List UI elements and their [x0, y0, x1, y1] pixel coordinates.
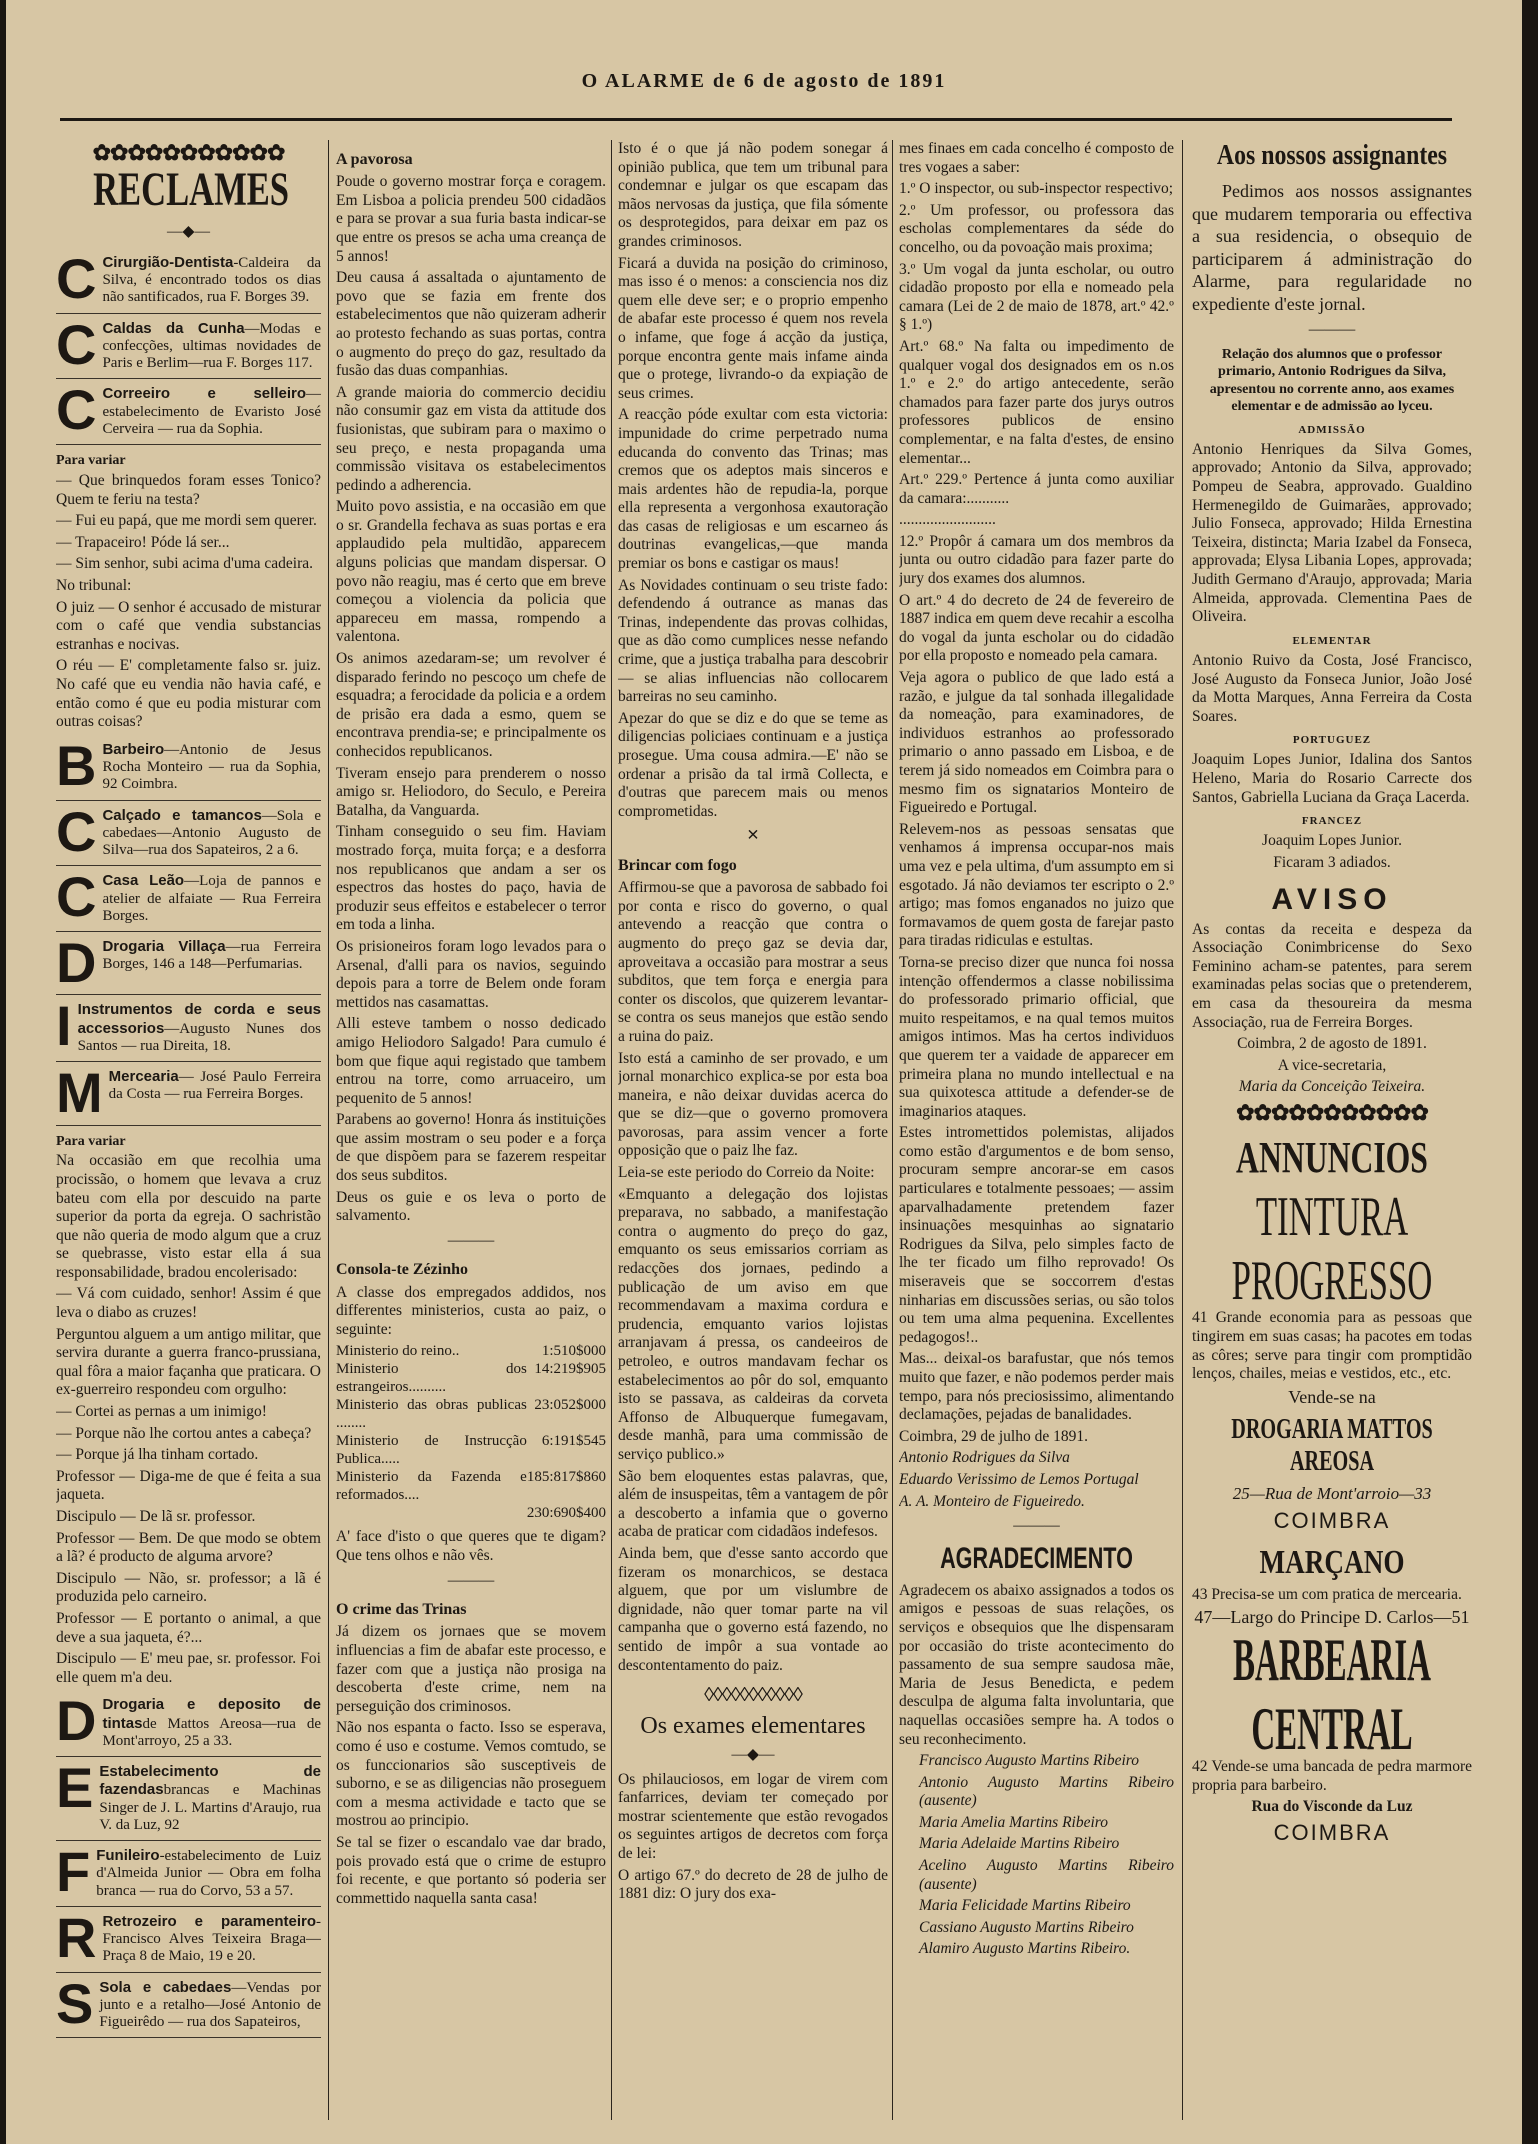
section-heading: Para variar [56, 1133, 126, 1149]
article-paragraph: ......................... [899, 511, 996, 529]
ad-title: BARBEARIA CENTRAL [1232, 1626, 1432, 1762]
article-paragraph: Poude o governo mostrar força e coragem. Em Lisboa a policia prendeu 500 cidadãos e para se provar a sua furia basta indicar-se que entre os presos se acha uma creança de 5 annos! [336, 173, 606, 265]
expense-table [336, 1342, 606, 1522]
ad-item [56, 1690, 321, 1757]
ad-address: 47—Largo do Principe D. Carlos—51 [1194, 1607, 1470, 1628]
ad-name: Caldas da Cunha [102, 319, 245, 337]
exam-category: FRANCEZ [1301, 815, 1363, 828]
divider: —◆— [731, 1746, 775, 1764]
column-divider [328, 140, 329, 2120]
article-heading: Consola-te Zézinho [336, 1261, 468, 1279]
article-paragraph: — Sim senhor, subi acima d'uma cadeira. [56, 555, 313, 573]
agradecimento-title: AGRADECIMENTO [940, 1541, 1133, 1575]
table-value: 230:690$400 [526, 1505, 606, 1522]
article-paragraph: Art.º 68.º Na falta ou impedimento de qualquer vogal dos designados em os n.os 1.º e 2.º do artigo antecedente, serão chamados para fazer parte dos jurys outros professores publicos de ensino complementar, e na falta d'estes, de ensino elementar... [899, 337, 1174, 467]
ad-text: —Augusto Nunes dos Santos — rua Direita, 18. [77, 1020, 321, 1054]
article-paragraph: Os prisioneiros foram logo levados para o Arsenal, d'alli para os navios, seguindo depois para a torre de Belem onde foram mettidos nas casamattas. [336, 937, 606, 1011]
divider: ✕ [746, 827, 760, 845]
ad-body [102, 385, 321, 438]
article-paragraph: Relevem-nos as pessoas sensatas que venhamos á imprensa occupar-nos mais uma vez e pela ultima, d'um assumpto em si esgotado. Já não deviamos ter escripto o 2.º artigo; mas fomos enganados no juizo que formavamos de quem gosta de farejar pasto para tiradas ridiculas e estultas. [899, 820, 1174, 950]
ad-item [56, 1757, 321, 1841]
table-value: 14:219$905 [534, 1361, 606, 1378]
article-paragraph: mes finaes em cada concelho é composto de tres vogaes a saber: [899, 140, 1174, 176]
article-paragraph: — Porque já lha tinham cortado. [56, 1446, 259, 1464]
article-paragraph: Maria Amelia Martins Ribeiro [919, 1813, 1109, 1831]
article-paragraph: São bem eloquentes estas palavras, que, além de insuspeitas, têm a vantagem de pôr a descoberto a infamia que o governo acaba de praticar com cidadãos indefesos. [618, 1467, 888, 1541]
ad-text: Grande economia para as pessoas que tingirem em suas casas; ha pacotes em todas as côres; serve para tingir com promptidão lenços, chailes, meias e vestidos, etc., etc. [1192, 1309, 1472, 1383]
column-4 [899, 140, 1174, 2130]
ad-name: Drogaria Villaça [102, 938, 226, 955]
article-heading: Brincar com fogo [618, 856, 737, 874]
exam-list: Antonio Ruivo da Costa, José Francisco, José Augusto da Fonseca Junior, João José da Motta Marques, Anna Ferreira da Costa Soares. [1192, 651, 1472, 725]
ad-address: 25—Rua de Mont'arroio—33 [1232, 1484, 1432, 1504]
article-paragraph: Discipulo — Não, sr. professor; a lã é produzida pelo carneiro. [56, 1569, 321, 1606]
article-paragraph: Não nos espanta o facto. Isso se esperava, como é uso e costume. Vemos comtudo, se os funccionarios são susceptiveis de suborno, e se as diligencias não proseguem com a mesma actividade e tacto que se mostrou ao principio. [336, 1719, 606, 1830]
jokes-list [56, 472, 321, 732]
ad-text: Vende-se uma bancada de pedra marmore propria para barbeiro. [1192, 1757, 1472, 1794]
article-paragraph: Art.º 229.º Pertence á junta como auxiliar da camara:........... [899, 471, 1174, 507]
ad-text: de Mattos Areosa—rua de Mont'arroyo, 25 a 33. [102, 1715, 321, 1749]
ad-name: Estabelecimento de fazendas [99, 1763, 321, 1799]
ad-text: -estabelecimento de Luiz d'Almeida Junior — Obra em folha branca — rua do Corvo, 53 a 57. [96, 1848, 321, 1899]
article-body [618, 140, 888, 821]
article-paragraph: No tribunal: [56, 577, 132, 594]
article-paragraph: 3.º Um vogal da junta escholar, ou outro cidadão proposto por ella e nomeado pela camara (Lei de 2 de maio de 1878, art.º 42.º § 1.º) [899, 260, 1174, 334]
notice-text: Pedimos aos nossos assignantes que mudarem temporaria ou effectiva a sua residencia, o obsequio de participarem á administração do Alarme, para regularidade no expediente d'este jornal. [1192, 181, 1472, 314]
ad-text: -Caldeira da Silva, é encontrado todos os dias não santificados, rua F. Borges 39. [102, 254, 321, 306]
exam-category: PORTUGUEZ [1292, 734, 1372, 747]
ad-body [102, 1696, 321, 1750]
ad-number: 41 [1192, 1309, 1208, 1327]
article-paragraph: Maria Adelaide Martins Ribeiro [919, 1835, 1120, 1853]
ad-item [56, 866, 321, 932]
column-reclames [56, 140, 321, 2130]
aviso-text: As contas da receita e despeza da Associação Conimbricense do Sexo Feminino acham-se patentes, para serem examinadas pelas socias que o pretenderem, em casa da thesoureira da mesma Associação, rua de Ferreira Borges. [1192, 920, 1472, 1031]
ad-text: Vende-se na [1288, 1386, 1376, 1407]
article-paragraph: Ficará a duvida na posição do criminoso, mas isso é o menos: a consciencia nos diz quem elle deve ser; e o proprio empenho de abafar este processo é quem nos revela o infame, que foge á acção da justiça, porque encontra gente mais infame ainda que o protege, livrando-o da expiação de seus crimes. [618, 254, 888, 402]
ad-body [78, 1001, 321, 1055]
table-label: Ministerio de Instrucção Publica..... [336, 1433, 527, 1468]
ornament-border: ✿✿✿✿✿✿✿✿✿✿✿ [92, 140, 285, 165]
ad-list [56, 248, 321, 445]
column-divider [611, 140, 612, 2120]
article-paragraph: O artigo 67.º do decreto de 28 de julho de 1881 diz: O jury dos exa- [618, 1866, 888, 1903]
ad-name: Calçado e tamancos [102, 806, 262, 824]
ad-text: -Francisco Alves Teixeira Braga—Praça 8 de Maio, 19 e 20. [102, 1913, 321, 1965]
article-body [336, 1623, 606, 1908]
ad-name: Casa Leão [102, 872, 185, 890]
ad-city: COIMBRA [1273, 1819, 1391, 1845]
article-paragraph: Os philauciosos, em logar de virem com fanfarrices, deviam ter começado por mostrar scientemente que estão revogados os seguintes artigos de decretos com força de lei: [618, 1770, 888, 1863]
article-paragraph: Perguntou alguem a um antigo militar, que servira durante a guerra franco-prussiana, qual fôra a maior façanha que praticara. O ex-guerreiro respondeu com orgulho: [56, 1325, 321, 1399]
ad-title: DROGARIA MATTOS AREOSA [1231, 1414, 1433, 1478]
article-paragraph: — Trapaceiro! Póde lá ser... [56, 533, 230, 551]
ad-name: Funileiro [96, 1847, 160, 1865]
column-5 [1192, 140, 1472, 2130]
ad-name: Barbeiro [102, 740, 165, 758]
ad-body [102, 741, 321, 794]
article-paragraph: Se tal se fizer o escandalo vae dar brado, pois provado está que o crime de estupro foi recente, e que portanto só poderia ser commettido naquella santa casa! [336, 1833, 606, 1907]
article-paragraph: Antonio Rodrigues da Silva [899, 1449, 1070, 1467]
article-paragraph: O réu — E' completamente falso sr. juiz. No café que eu vendia não havia café, e então como é que eu podia misturar com outras coisas? [56, 657, 321, 731]
article-paragraph: Acelino Augusto Martins Ribeiro (ausente) [919, 1857, 1174, 1893]
ad-initial: C [56, 799, 97, 863]
article-paragraph: A' face d'isto o que queres que te digam? Que tens olhos e não vês. [336, 1528, 606, 1564]
ad-text: —rua Ferreira Borges, 146 a 148—Perfumarias. [102, 939, 321, 973]
article-paragraph: Na occasião em que recolhia uma procissão, o homem que levava a cruz bateu com ella por descuido na parte superior da porta da egreja. O sachristão que não queria de modo algum que a cruz se quebrasse, visto estar ella á sua responsabilidade, bradou encolerisado: [56, 1152, 321, 1281]
ad-initial: F [56, 1840, 91, 1904]
ad-list [56, 1690, 321, 2038]
ad-name: Correeiro e selleiro [102, 385, 306, 403]
ad-name: Retrozeiro e paramenteiro [102, 1912, 316, 1930]
article-paragraph: 12.º Propôr á camara um dos membros da junta ou outro cidadão para fazer parte do jury dos exames dos alumnos. [899, 532, 1174, 588]
article-paragraph: — Que brinquedos foram esses Tonico? Quem te feriu na testa? [56, 472, 321, 508]
article-paragraph: — Cortei as pernas a um inimigo! [56, 1403, 267, 1421]
annuncios-title: ANNUNCIOS [1236, 1133, 1428, 1183]
ad-text: Precisa-se um com pratica de mercearia. [1211, 1585, 1462, 1603]
article-paragraph: Parabens ao governo! Honra ás instituições que assim mostram o seu poder e a força de que dispõem para se fazerem respeitar dos seus subditos. [336, 1111, 606, 1185]
divider: ——— [447, 1231, 495, 1249]
ad-text: —Antonio de Jesus Rocha Monteiro — rua da Sophia, 92 Coimbra. [102, 741, 321, 793]
aviso-date: Coimbra, 2 de agosto de 1891. [1237, 1035, 1427, 1053]
article-paragraph: Leia-se este periodo do Correio da Noite: [618, 1164, 875, 1182]
ad-text: — estabelecimento de Evaristo José Cerveira — rua da Sophia. [102, 386, 321, 437]
article-body [899, 140, 1174, 1446]
ad-text: —Modas e confecções, ultimas novidades de Paris e Berlim—rua F. Borges 117. [102, 320, 321, 372]
notice-title: Aos nossos assignantes [1216, 140, 1448, 171]
article-paragraph: Deu causa á assaltada o ajuntamento de povo que se fazia em frente dos estabelecimentos que não quizeram adherir ao protesto fechando as suas portas, contra o augmento do preço do gaz, resultado da fusão das duas companhias. [336, 269, 606, 380]
ad-initial: E [56, 1756, 94, 1820]
ad-title: MARÇANO [1259, 1543, 1405, 1581]
article-paragraph: Professor — Diga-me de que é feita a sua jaqueta. [56, 1467, 321, 1504]
article-heading: A pavorosa [336, 151, 413, 168]
article-paragraph: Veja agora o publico de que lado está a razão, e julgue da tal sonhada illegalidade da nomeação, para examinadores, de individuos estranhos ao professorado primario o anno passado em Lisboa, e de terem já sido nomeados em Coimbra para o mesmo fim os signatarios Monteiro de Figueiredo e Portugal. [899, 669, 1174, 817]
ad-initial: D [56, 931, 97, 994]
article-body [336, 173, 606, 1226]
article-paragraph: Alamiro Augusto Martins Ribeiro. [919, 1940, 1131, 1958]
article-paragraph: Eduardo Verissimo de Lemos Portugal [899, 1470, 1139, 1488]
newspaper-page [6, 0, 1522, 2144]
divider: —◆— [167, 223, 210, 241]
ad-item [56, 995, 321, 1062]
ad-body [102, 807, 321, 860]
ad-body [102, 1913, 321, 1966]
table-value: 1:510$000 [541, 1343, 606, 1360]
article-paragraph: Já dizem os jornaes que se movem influencias a fim de abafar este processo, e fazer com que a justiça não prosiga na descoberta d'este crime, nem na perseguição dos criminosos. [336, 1623, 606, 1715]
ad-city: COIMBRA [1273, 1507, 1391, 1533]
table-label: Ministerio da Fazenda e reformados.... [336, 1469, 527, 1504]
article-paragraph: Tinham conseguido o seu fim. Haviam mostrado força, muita força; e a desforra nos republicanos que andam a ser os espectros das hostes do paço, havia de produzir seus effeitos e estabelecer o terror em toda a linha. [336, 823, 606, 934]
article-paragraph: — Fui eu papá, que me mordi sem querer. [56, 512, 317, 530]
article-paragraph: Coimbra, 29 de julho de 1891. [899, 1427, 1088, 1445]
article-paragraph: — Porque não lhe cortou antes a cabeça? [56, 1424, 312, 1442]
ad-address: Rua do Visconde da Luz [1251, 1798, 1413, 1816]
ad-item [56, 1841, 321, 1907]
ad-list [56, 735, 321, 1126]
exam-list-title: Relação dos alumnos que o professor primario, Antonio Rodrigues da Silva, apresentou no corrente anno, aos exames elementar e de admissão ao lyceu. [1209, 346, 1455, 415]
ad-initial: D [56, 1689, 97, 1753]
ad-body [99, 1763, 321, 1834]
ad-body [109, 1068, 321, 1104]
article-paragraph: A grande maioria do commercio decidiu não consumir gaz em vista da attitude dos fusionistas, que subiram para o maximo o seu preço, e nesta propaganda uma commissão visitava os estabelecimentos pedindo a adherencia. [336, 383, 606, 494]
ad-item [56, 1973, 321, 2039]
column-divider [1182, 140, 1183, 2120]
ad-text: — José Paulo Ferreira da Costa — rua Ferreira Borges. [108, 1069, 321, 1103]
aviso-title: AVISO [1271, 882, 1393, 916]
ad-item [56, 1907, 321, 1973]
ad-initial: M [56, 1061, 103, 1125]
ad-name: Drogaria e deposito de tintas [102, 1696, 321, 1732]
aviso-signature: A vice-secretaria, [1277, 1056, 1387, 1074]
ad-item [56, 1062, 321, 1125]
ad-number: 43 [1192, 1585, 1208, 1603]
ad-initial: R [56, 1905, 97, 1969]
exam-category: ADMISSÃO [1298, 423, 1366, 436]
article-paragraph: Professor — Bem. De que modo se obtem a lã? é producto de alguma arvore? [56, 1529, 321, 1566]
article-paragraph: Agradecem os abaixo assignados a todos os amigos e pessoas de suas relações, os serviços e obsequios que lhe dispensaram por occasião do triste acontecimento do passamento de sua sempre saudosa mãe, Maria de Jesus Benedicta, e pedem desculpa de alguma falta involuntaria, que naquellas occasiões sempre ha. A todos o seu reconhecimento. [899, 1581, 1174, 1748]
article-paragraph: Isto é o que já não podem sonegar á opinião publica, que tem um tribunal para condemnar e julgar os que escapam das mãos nervosas da justiça, que fila sómente os desprotegidos, para deixar em paz os grandes criminosos. [618, 140, 888, 250]
exam-list: Antonio Henriques da Silva Gomes, approvado; Antonio da Silva, approvado; Pompeu de Seabra, approvado. Gualdino Hermenegildo de Guimarães, approvado; Julio Fonseca, approvado; Hilda Ernestina Teixeira, distincta; Maria Izabel da Fonseca, approvada; Elysa Libania Lopes, approvada; Judith Germano d'Araujo, approvada; Maria Almeida, approvada. Clementina Paes de Oliveira. [1192, 440, 1472, 626]
ad-initial: B [56, 733, 97, 797]
jokes-list [56, 1152, 321, 1687]
article-paragraph: Isto está a caminho de ser provado, e um jornal monarchico explica-se por esta boa maneira, e não deixar duvidas acerca do que se diz—que o governo promovera pavorosas, para assim vencer a forte opposição que o paiz lhe faz. [618, 1049, 888, 1160]
ad-initial: I [56, 994, 72, 1058]
article-paragraph: Discipulo — De lã sr. professor. [56, 1508, 256, 1526]
ad-text: —Sola e cabedaes—Antonio Augusto de Silva—rua dos Sapateiros, 2 a 6. [102, 807, 321, 858]
table-value: 185:817$860 [526, 1469, 606, 1486]
tintura-title: TINTURA PROGRESSO [1231, 1186, 1433, 1313]
article-paragraph: Maria Felicidade Martins Ribeiro [919, 1897, 1131, 1915]
divider: ——— [1013, 1517, 1060, 1535]
article-paragraph: Os animos azedaram-se; um revolver é disparado ferindo no pescoço um chefe de esquadra; a ferocidade da policia e a ordem de prisão era dada a esmo, quem se encontrava prendia-se; e principalmente os conhecidos republicanos. [336, 650, 606, 760]
ad-text: brancas e Machinas Singer de J. L. Martins d'Araujo, rua V. da Luz, 92 [99, 1782, 321, 1833]
ad-name: Sola e cabedaes [99, 1978, 232, 1996]
article-paragraph: A reacção póde exultar com esta victoria: impunidade do crime perpetrado numa educanda do convento das Trinas; mas cremos que os adeptos mais sinceros e mais ardentes hão de repudia-la, porque ella representa a vergonhosa exautoração das casas de religiosas e um escarneo ás doutrinas evangelicas,—que manda premiar os bons e castigar os maus! [618, 406, 888, 573]
article-paragraph: Affirmou-se que a pavorosa de sabbado foi por conta e risco do governo, o qual antevendo a reacção que contra o augmento do preço gaz se devia dar, aproveitava a occasião para mostrar a seus subditos, que tem força e energia para conter os discolos, que quizerem levantar-se contra os seus manejos que estão sendo a ruina do paiz. [618, 879, 888, 1045]
article-paragraph: O juiz — O senhor é accusado de misturar com o café que vendia substancias estranhas e nocivas. [56, 598, 321, 653]
article-paragraph: — Vá com cuidado, senhor! Assim é que leva o diabo as cruzes! [56, 1285, 321, 1322]
ad-item [56, 248, 321, 314]
article-paragraph: «Emquanto a delegação dos lojistas preparava, no sabbado, a manifestação contra o augmento do preço do gaz, emquanto os seus emissarios corriam as redacções dos jornaes, pedindo a publicação de um aviso em que recommendavam a maxima cordura e prudencia, emquanto varios lojistas arranjavam á pressa, os candeeiros de petroleo, e outros mandavam fechar os estabelecimentos ao pôr do sol, emquanto isto se passava, as caldeiras da corveta Affonso de Albuquerque fumegavam, desde manhã, para uma commissão de serviço publico.» [618, 1185, 888, 1463]
exam-list: Joaquim Lopes Junior. [1262, 832, 1402, 850]
ornament-border: ✿✿✿✿✿✿✿✿✿✿✿ [1236, 1099, 1428, 1125]
article-paragraph: Ainda bem, que d'esse santo accordo que fizeram os monarchicos, se destaca alguem, que por um vislumbre de dignidade, não quer tomar parte na vil campanha que o governo está fazendo, no sentido de impôr a sua vontade ao descontentamento do paiz. [618, 1544, 888, 1674]
article-paragraph: O art.º 4 do decreto de 24 de fevereiro de 1887 indica em quem deve recahir a escolha do vogal da junta escholar ou do cidadão por ella proposto e nomeado pela camara. [899, 591, 1174, 665]
ad-initial: C [56, 865, 97, 929]
article-paragraph: Tiveram ensejo para prenderem o nosso amigo sr. Heliodoro, do Seculo, e Pereira Batalha, da Vanguarda. [336, 764, 606, 819]
ad-body [99, 1979, 321, 2032]
article-paragraph: Alli esteve tambem o nosso dedicado amigo Heliodoro Salgado! Para cumulo é bom que fique aqui registado que tambem entrou na torre, como arruaceiro, um pequenito de 5 annos! [336, 1015, 606, 1107]
reclames-title: RECLAMES [93, 163, 289, 217]
article-heading: O crime das Trinas [336, 1601, 467, 1619]
article-body [618, 879, 888, 1675]
article-paragraph: Cassiano Augusto Martins Ribeiro [919, 1918, 1134, 1936]
article-heading: Os exames elementares [640, 1713, 866, 1740]
ad-initial: S [56, 1971, 94, 2035]
ad-name: Mercearia [108, 1068, 179, 1086]
article-paragraph: Mas... deixal-os barafustar, que nós temos muito que fazer, e não podemos perder mais tempo, para nós preciosissimo, alimentando declamações, pejadas de banalidades. [899, 1350, 1174, 1424]
ad-body [102, 254, 321, 307]
signatures [899, 1752, 1174, 1959]
column-divider [892, 140, 893, 2120]
ad-item [56, 314, 321, 380]
ad-initial: C [56, 378, 97, 442]
ad-text: —Vendas por junto e a retalho—José Antonio de Figueirêdo — rua dos Sapateiros, [99, 1979, 321, 2031]
exam-list: Joaquim Lopes Junior, Idalina dos Santos Heleno, Maria do Rosario Carrecte dos Santos, Gabriella Luciana da Graça Lacerda. [1192, 751, 1472, 806]
column-2 [336, 140, 606, 2130]
ad-item [56, 932, 321, 995]
article-paragraph: Torna-se preciso dizer que nunca foi nossa intenção offendermos a classe nobilissima do professorado primario official, que muito respeitamos, e na qual temos muitos amigos intimos. Mas ha certos individuos que querem ter a vaidade de apparecer em primeira plana no mundo intellectual e na sua quixotesca attitude a defender-se de imaginarios ataques. [899, 953, 1174, 1120]
ad-body [102, 872, 321, 925]
article-paragraph: Discipulo — E' meu pae, sr. professor. Foi elle quem m'a deu. [56, 1650, 321, 1686]
section-heading: Para variar [56, 453, 126, 469]
ad-initial: C [56, 246, 97, 310]
article-paragraph: As Novidades continuam o seu triste fado: defendendo á outrance as manas das Trinas, independente das provas colhidas, que as dão como cumplices nesse nefando crime, que a justiça trabalha para descobrir— se alias influencias não collocarem barreiras no seu caminho. [618, 576, 888, 706]
ad-text: —Loja de pannos e atelier de alfaiate — Rua Ferreira Borges. [102, 873, 321, 924]
ad-body [102, 938, 321, 974]
article-paragraph: Muito povo assistia, e na occasião em que o sr. Grandella fechava as suas portas e era applaudido pela multidão, apparecem alguns policias que mandam dispersar. O povo não reagiu, mas é certo que em breve começou a violencia da policia que appareceu em massa, rompendo a valentona. [336, 498, 606, 646]
table-label [336, 1504, 527, 1522]
ad-name: Cirurgião-Dentista [102, 253, 234, 271]
article-paragraph: 2.º Um professor, ou professora das escholas complementares da séde do concelho, ou da povoação mais proxima; [899, 201, 1174, 256]
ad-number: 42 [1192, 1757, 1208, 1775]
ornament-border: ◊◊◊◊◊◊◊◊◊◊◊ [704, 1684, 802, 1707]
ad-initial: C [56, 312, 97, 376]
ad-body [102, 320, 321, 373]
divider: ——— [1308, 321, 1356, 338]
article-paragraph: Apezar do que se diz e do que se teme as diligencias policiaes continuam e a justiça prosegue. Uma cousa admira.—E' não se ordenar a prisão da tal irmã Collecta, e d'outras que parecem mais ou menos comprometidas. [618, 709, 888, 820]
table-label: Ministerio do reino.. [336, 1343, 460, 1360]
table-label: Ministerio dos estrangeiros.......... [336, 1361, 527, 1396]
table-label: Ministerio das obras publicas ........ [336, 1397, 527, 1432]
article-paragraph: A classe dos empregados addidos, nos differentes ministerios, custa ao paiz, o seguinte: [336, 1283, 606, 1338]
ad-item [56, 801, 321, 867]
table-value: 23:052$000 [534, 1397, 606, 1414]
divider: ——— [447, 1571, 495, 1589]
signatures [899, 1449, 1174, 1511]
ad-name: Instrumentos de corda e seus accessorios [77, 1001, 321, 1037]
article-paragraph: Antonio Augusto Martins Ribeiro (ausente) [919, 1773, 1174, 1810]
ad-body [96, 1847, 321, 1900]
article-paragraph: Professor — E portanto o animal, a que deve a sua jaqueta, é?... [56, 1609, 321, 1646]
masthead: O ALARME de 6 de agosto de 1891 [581, 70, 947, 92]
column-3 [618, 140, 888, 2130]
article-paragraph: A. A. Monteiro de Figueiredo. [899, 1492, 1085, 1510]
aviso-signature: Maria da Conceição Teixeira. [1238, 1078, 1426, 1096]
ad-item [56, 735, 321, 801]
article-paragraph: Estes intromettidos polemistas, alijados como estão d'argumentos e de bom senso, procuram sempre ancorar-se em casos particulares e totalmente pessoaes; — assim aparvalhadamente pretendem fazer insinuações mesquinhas ao signatario Rodrigues da Silva, pelo simples facto de lhe ter ficado um filho reprovado! Os miseraveis que se soccorrem d'estas ninharias em discussões serias, ou são tolos ou tem uma alma pequenina. Excellentes pedagogos!.. [899, 1124, 1174, 1346]
article-paragraph: Deus os guie e os leva o porto de salvamento. [336, 1188, 606, 1225]
exam-list: Ficaram 3 adiados. [1273, 854, 1391, 872]
ad-item [56, 379, 321, 445]
table-value: 6:191$545 [541, 1433, 606, 1450]
article-paragraph: 1.º O inspector, ou sub-inspector respectivo; [899, 180, 1174, 198]
exam-category: ELEMENTAR [1292, 634, 1372, 647]
article-paragraph: Francisco Augusto Martins Ribeiro [919, 1752, 1140, 1770]
top-rule [60, 118, 1452, 121]
